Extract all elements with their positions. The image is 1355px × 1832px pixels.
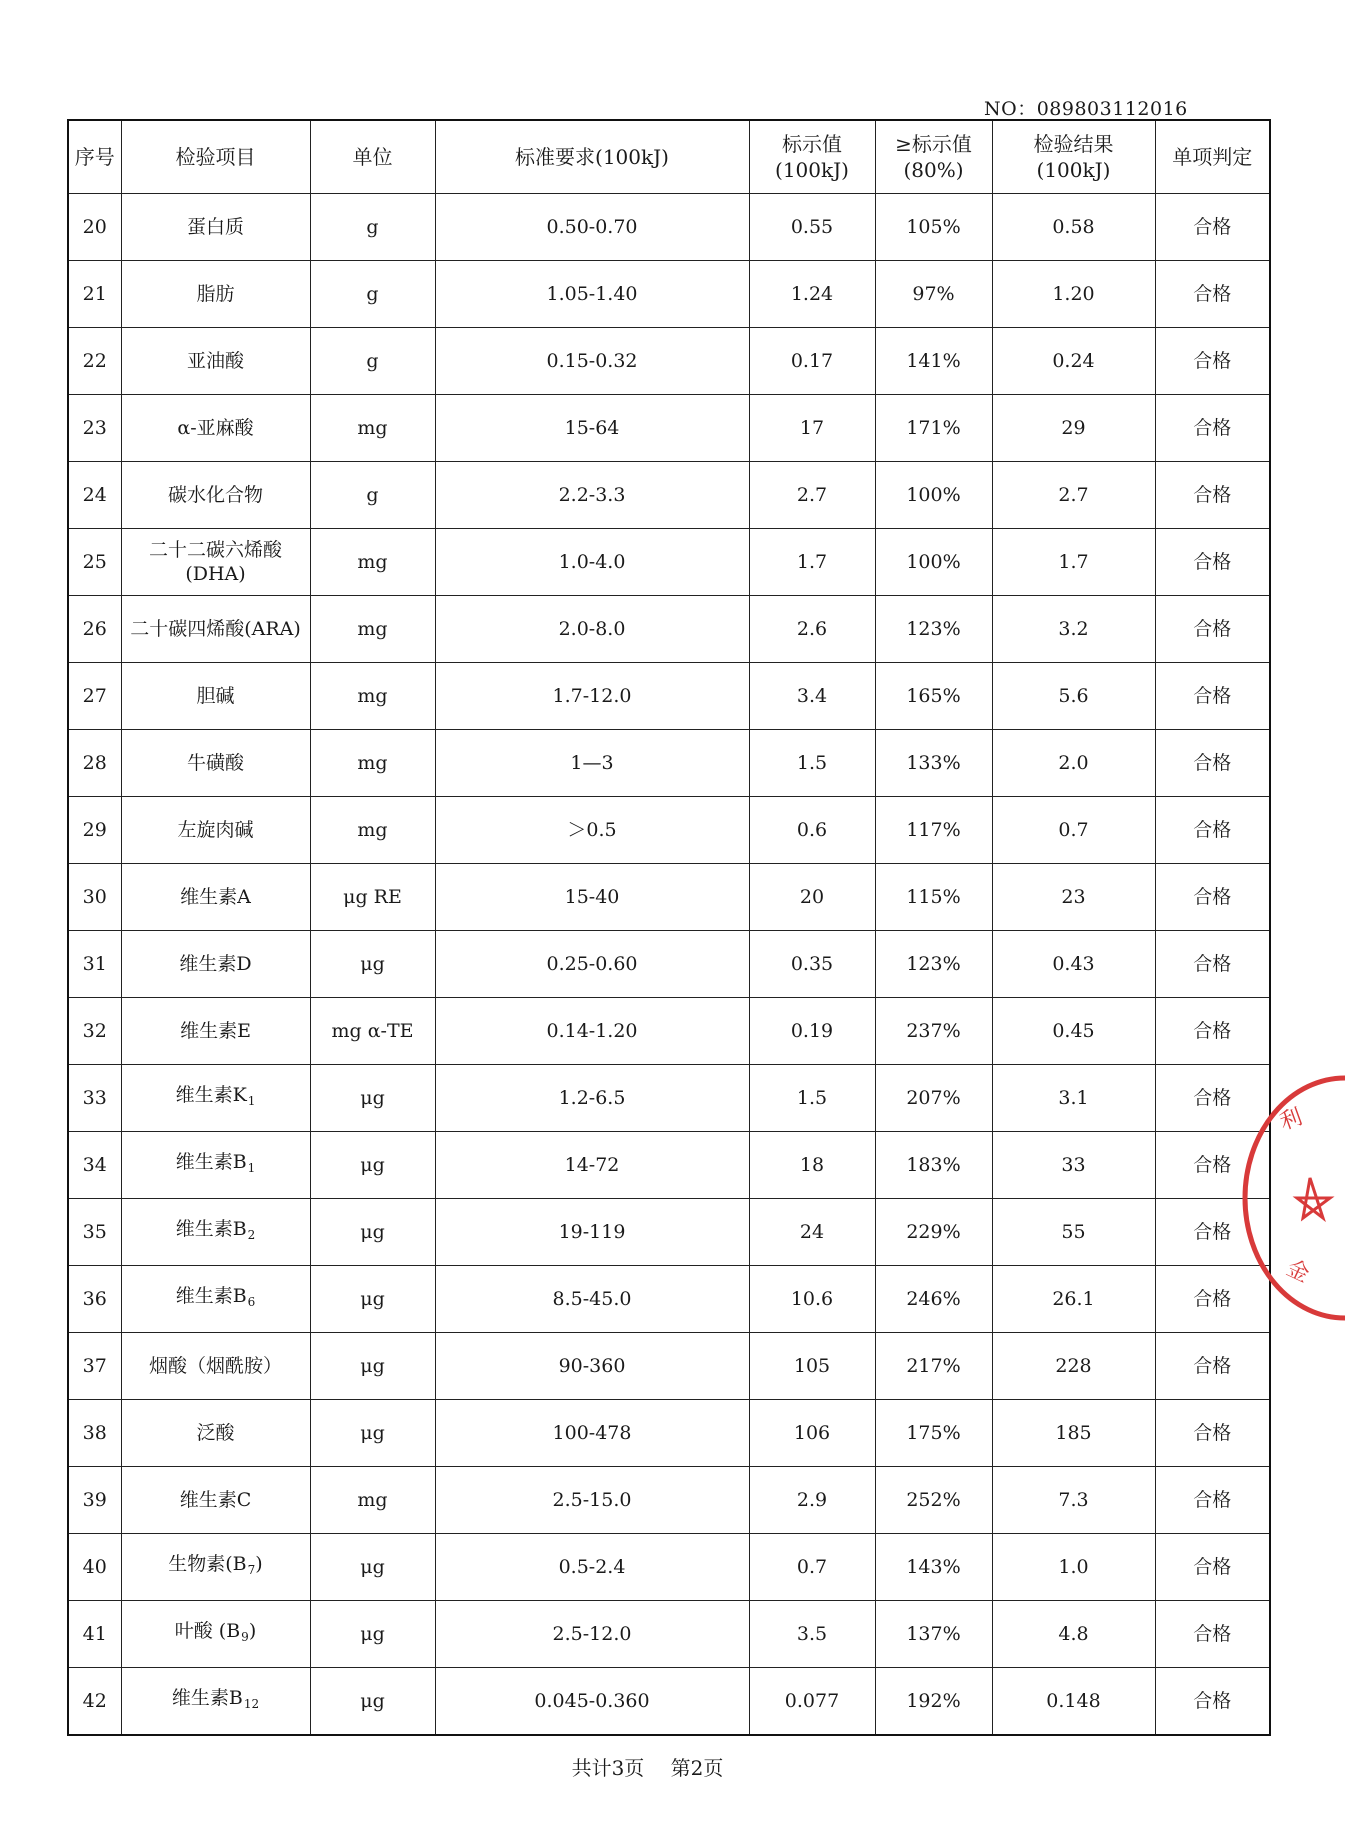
header-result-line2: (100kJ) bbox=[1036, 158, 1111, 182]
header-item: 检验项目 bbox=[121, 120, 310, 194]
cell-item bbox=[121, 328, 310, 395]
cell-labeled: 0.6 bbox=[749, 797, 875, 864]
table-row bbox=[68, 1065, 1270, 1132]
cell-standard: 90-360 bbox=[435, 1333, 749, 1400]
table-row bbox=[68, 864, 1270, 931]
cell-judgement: 合格 bbox=[1155, 328, 1270, 395]
cell-unit: mg α-TE bbox=[310, 998, 435, 1065]
cell-item bbox=[121, 730, 310, 797]
cell-result: 7.3 bbox=[992, 1467, 1155, 1534]
item-name-text: 亚油酸 bbox=[186, 350, 244, 372]
cell-result: 0.148 bbox=[992, 1668, 1155, 1736]
red-seal-stamp bbox=[1235, 1068, 1355, 1328]
cell-unit: mg bbox=[310, 797, 435, 864]
cell-item bbox=[121, 1266, 310, 1333]
item-name-text: 维生素B bbox=[175, 1218, 247, 1240]
cell-labeled: 0.55 bbox=[749, 194, 875, 261]
cell-labeled: 3.4 bbox=[749, 663, 875, 730]
table-row bbox=[68, 462, 1270, 529]
cell-unit: mg bbox=[310, 395, 435, 462]
cell-result: 29 bbox=[992, 395, 1155, 462]
cell-standard: 8.5-45.0 bbox=[435, 1266, 749, 1333]
cell-judgement: 合格 bbox=[1155, 194, 1270, 261]
cell-labeled: 0.077 bbox=[749, 1668, 875, 1736]
cell-result: 55 bbox=[992, 1199, 1155, 1266]
cell-pct: 133% bbox=[875, 730, 992, 797]
cell-result: 5.6 bbox=[992, 663, 1155, 730]
cell-seq: 31 bbox=[68, 931, 121, 998]
item-name-text: 维生素B bbox=[175, 1151, 247, 1173]
cell-judgement: 合格 bbox=[1155, 998, 1270, 1065]
table-row bbox=[68, 1467, 1270, 1534]
cell-standard: 1—3 bbox=[435, 730, 749, 797]
item-name-text: 生物素(B bbox=[168, 1553, 247, 1575]
cell-judgement: 合格 bbox=[1155, 1333, 1270, 1400]
cell-seq: 35 bbox=[68, 1199, 121, 1266]
cell-seq: 20 bbox=[68, 194, 121, 261]
cell-item bbox=[121, 998, 310, 1065]
cell-judgement: 合格 bbox=[1155, 730, 1270, 797]
table-row bbox=[68, 1400, 1270, 1467]
cell-seq: 41 bbox=[68, 1601, 121, 1668]
cell-unit: μg bbox=[310, 931, 435, 998]
cell-seq: 33 bbox=[68, 1065, 121, 1132]
cell-result: 3.2 bbox=[992, 596, 1155, 663]
item-name-text: 脂肪 bbox=[196, 283, 235, 305]
table-row bbox=[68, 998, 1270, 1065]
cell-item bbox=[121, 1601, 310, 1668]
cell-item bbox=[121, 1333, 310, 1400]
cell-unit: g bbox=[310, 328, 435, 395]
cell-standard: 0.25-0.60 bbox=[435, 931, 749, 998]
cell-standard: 100-478 bbox=[435, 1400, 749, 1467]
item-name-text: 泛酸 bbox=[196, 1422, 235, 1444]
item-name-line2: (DHA) bbox=[185, 563, 246, 585]
cell-item bbox=[121, 194, 310, 261]
cell-judgement: 合格 bbox=[1155, 797, 1270, 864]
cell-item bbox=[121, 864, 310, 931]
cell-result: 1.0 bbox=[992, 1534, 1155, 1601]
table-row bbox=[68, 931, 1270, 998]
item-subscript: 1 bbox=[247, 1094, 256, 1108]
header-judgement: 单项判定 bbox=[1155, 120, 1270, 194]
item-name-text: 叶酸 (B bbox=[174, 1620, 241, 1642]
cell-unit: g bbox=[310, 462, 435, 529]
cell-result: 2.7 bbox=[992, 462, 1155, 529]
cell-pct: 175% bbox=[875, 1400, 992, 1467]
table-row bbox=[68, 1132, 1270, 1199]
cell-labeled: 105 bbox=[749, 1333, 875, 1400]
cell-result: 4.8 bbox=[992, 1601, 1155, 1668]
cell-seq: 38 bbox=[68, 1400, 121, 1467]
cell-labeled: 2.7 bbox=[749, 462, 875, 529]
item-subscript: 12 bbox=[243, 1697, 260, 1711]
cell-standard: 0.15-0.32 bbox=[435, 328, 749, 395]
item-name-text: 胆碱 bbox=[196, 685, 235, 707]
cell-pct: 217% bbox=[875, 1333, 992, 1400]
cell-judgement: 合格 bbox=[1155, 596, 1270, 663]
cell-labeled: 1.7 bbox=[749, 529, 875, 596]
cell-labeled: 10.6 bbox=[749, 1266, 875, 1333]
cell-pct: 137% bbox=[875, 1601, 992, 1668]
table-row bbox=[68, 1668, 1270, 1736]
cell-pct: 237% bbox=[875, 998, 992, 1065]
table-row bbox=[68, 1601, 1270, 1668]
cell-seq: 36 bbox=[68, 1266, 121, 1333]
cell-pct: 123% bbox=[875, 596, 992, 663]
cell-standard: 19-119 bbox=[435, 1199, 749, 1266]
cell-judgement: 合格 bbox=[1155, 1266, 1270, 1333]
item-subscript: 7 bbox=[247, 1563, 256, 1577]
table-row bbox=[68, 194, 1270, 261]
item-name-text: 左旋肉碱 bbox=[177, 819, 254, 841]
cell-standard: 1.2-6.5 bbox=[435, 1065, 749, 1132]
cell-labeled: 1.5 bbox=[749, 1065, 875, 1132]
table-row bbox=[68, 529, 1270, 596]
cell-unit: μg bbox=[310, 1065, 435, 1132]
header-pct-line2: (80%) bbox=[903, 158, 964, 182]
cell-standard: 1.7-12.0 bbox=[435, 663, 749, 730]
inspection-table bbox=[67, 119, 1271, 1736]
cell-pct: 100% bbox=[875, 462, 992, 529]
cell-standard: 0.50-0.70 bbox=[435, 194, 749, 261]
item-name-text: α-亚麻酸 bbox=[177, 417, 254, 439]
cell-result: 26.1 bbox=[992, 1266, 1155, 1333]
cell-item bbox=[121, 797, 310, 864]
cell-item bbox=[121, 1132, 310, 1199]
table-header-row bbox=[68, 120, 1270, 194]
table-row bbox=[68, 730, 1270, 797]
cell-unit: μg bbox=[310, 1199, 435, 1266]
cell-standard: 1.0-4.0 bbox=[435, 529, 749, 596]
cell-seq: 26 bbox=[68, 596, 121, 663]
cell-pct: 183% bbox=[875, 1132, 992, 1199]
table-row bbox=[68, 663, 1270, 730]
cell-result: 0.7 bbox=[992, 797, 1155, 864]
cell-item bbox=[121, 1065, 310, 1132]
cell-pct: 141% bbox=[875, 328, 992, 395]
cell-labeled: 17 bbox=[749, 395, 875, 462]
cell-pct: 143% bbox=[875, 1534, 992, 1601]
cell-judgement: 合格 bbox=[1155, 1132, 1270, 1199]
cell-standard: 15-40 bbox=[435, 864, 749, 931]
footer-total-pages: 共计3页 bbox=[571, 1756, 645, 1780]
cell-standard: ＞0.5 bbox=[435, 797, 749, 864]
table-row bbox=[68, 1199, 1270, 1266]
table-row bbox=[68, 1333, 1270, 1400]
cell-item bbox=[121, 395, 310, 462]
item-name-text: 烟酸（烟酰胺） bbox=[148, 1355, 282, 1377]
cell-standard: 15-64 bbox=[435, 395, 749, 462]
page-footer bbox=[0, 1752, 1295, 1781]
cell-pct: 252% bbox=[875, 1467, 992, 1534]
cell-pct: 123% bbox=[875, 931, 992, 998]
cell-judgement: 合格 bbox=[1155, 864, 1270, 931]
cell-result: 23 bbox=[992, 864, 1155, 931]
cell-result: 0.43 bbox=[992, 931, 1155, 998]
cell-seq: 37 bbox=[68, 1333, 121, 1400]
cell-item bbox=[121, 1199, 310, 1266]
cell-unit: mg bbox=[310, 663, 435, 730]
cell-pct: 97% bbox=[875, 261, 992, 328]
table-row bbox=[68, 797, 1270, 864]
cell-item bbox=[121, 931, 310, 998]
item-subscript: 2 bbox=[247, 1228, 256, 1242]
item-name-text: 牛磺酸 bbox=[186, 752, 244, 774]
cell-item bbox=[121, 663, 310, 730]
header-labeled-value bbox=[749, 120, 875, 194]
cell-labeled: 20 bbox=[749, 864, 875, 931]
cell-judgement: 合格 bbox=[1155, 1467, 1270, 1534]
cell-pct: 207% bbox=[875, 1065, 992, 1132]
cell-seq: 42 bbox=[68, 1668, 121, 1736]
item-subscript: 1 bbox=[247, 1161, 256, 1175]
cell-judgement: 合格 bbox=[1155, 529, 1270, 596]
item-name-text: 维生素E bbox=[180, 1020, 251, 1042]
item-suffix: ) bbox=[248, 1620, 257, 1642]
cell-judgement: 合格 bbox=[1155, 1601, 1270, 1668]
cell-standard: 2.5-15.0 bbox=[435, 1467, 749, 1534]
cell-unit: μg bbox=[310, 1534, 435, 1601]
item-name-text: 维生素B bbox=[175, 1285, 247, 1307]
table-row bbox=[68, 1534, 1270, 1601]
cell-pct: 100% bbox=[875, 529, 992, 596]
cell-seq: 24 bbox=[68, 462, 121, 529]
cell-seq: 27 bbox=[68, 663, 121, 730]
header-labeled-line2: (100kJ) bbox=[775, 158, 849, 182]
item-name-text: 维生素C bbox=[179, 1489, 252, 1511]
header-pct-line1: ≥标示值 bbox=[895, 132, 972, 156]
cell-standard: 2.5-12.0 bbox=[435, 1601, 749, 1668]
cell-item bbox=[121, 596, 310, 663]
item-name-text: 二十二碳六烯酸 bbox=[148, 539, 282, 561]
cell-item bbox=[121, 529, 310, 596]
cell-item bbox=[121, 462, 310, 529]
cell-pct: 117% bbox=[875, 797, 992, 864]
cell-unit: g bbox=[310, 194, 435, 261]
cell-standard: 14-72 bbox=[435, 1132, 749, 1199]
cell-labeled: 24 bbox=[749, 1199, 875, 1266]
cell-unit: mg bbox=[310, 529, 435, 596]
item-name-text: 维生素K bbox=[175, 1084, 247, 1106]
cell-labeled: 18 bbox=[749, 1132, 875, 1199]
cell-labeled: 106 bbox=[749, 1400, 875, 1467]
item-name-text: 二十碳四烯酸(ARA) bbox=[130, 618, 301, 640]
cell-item bbox=[121, 1467, 310, 1534]
item-subscript: 6 bbox=[247, 1295, 256, 1309]
item-name-text: 维生素B bbox=[171, 1687, 243, 1709]
cell-seq: 22 bbox=[68, 328, 121, 395]
cell-unit: μg bbox=[310, 1132, 435, 1199]
header-standard: 标准要求(100kJ) bbox=[435, 120, 749, 194]
report-number: NO：089803112016 bbox=[984, 98, 1188, 120]
item-name-text: 碳水化合物 bbox=[167, 484, 263, 506]
cell-standard: 0.045-0.360 bbox=[435, 1668, 749, 1736]
cell-judgement: 合格 bbox=[1155, 462, 1270, 529]
cell-seq: 32 bbox=[68, 998, 121, 1065]
cell-labeled: 1.5 bbox=[749, 730, 875, 797]
cell-labeled: 3.5 bbox=[749, 1601, 875, 1668]
cell-judgement: 合格 bbox=[1155, 1065, 1270, 1132]
cell-seq: 40 bbox=[68, 1534, 121, 1601]
cell-judgement: 合格 bbox=[1155, 931, 1270, 998]
cell-seq: 30 bbox=[68, 864, 121, 931]
cell-pct: 165% bbox=[875, 663, 992, 730]
cell-pct: 105% bbox=[875, 194, 992, 261]
cell-result: 3.1 bbox=[992, 1065, 1155, 1132]
cell-item bbox=[121, 1400, 310, 1467]
cell-judgement: 合格 bbox=[1155, 1668, 1270, 1736]
item-suffix: ) bbox=[255, 1553, 263, 1575]
cell-unit: mg bbox=[310, 1467, 435, 1534]
cell-judgement: 合格 bbox=[1155, 1534, 1270, 1601]
cell-result: 228 bbox=[992, 1333, 1155, 1400]
cell-result: 0.45 bbox=[992, 998, 1155, 1065]
cell-labeled: 2.9 bbox=[749, 1467, 875, 1534]
cell-seq: 29 bbox=[68, 797, 121, 864]
header-unit: 单位 bbox=[310, 120, 435, 194]
table-row bbox=[68, 261, 1270, 328]
cell-pct: 229% bbox=[875, 1199, 992, 1266]
item-name-text: 蛋白质 bbox=[186, 216, 244, 238]
cell-result: 33 bbox=[992, 1132, 1155, 1199]
cell-item bbox=[121, 1668, 310, 1736]
cell-labeled: 0.7 bbox=[749, 1534, 875, 1601]
cell-result: 1.7 bbox=[992, 529, 1155, 596]
cell-unit: mg bbox=[310, 730, 435, 797]
item-name-text: 维生素D bbox=[179, 953, 252, 975]
cell-unit: g bbox=[310, 261, 435, 328]
cell-pct: 115% bbox=[875, 864, 992, 931]
cell-judgement: 合格 bbox=[1155, 1199, 1270, 1266]
cell-result: 0.24 bbox=[992, 328, 1155, 395]
cell-unit: μg bbox=[310, 1400, 435, 1467]
cell-seq: 23 bbox=[68, 395, 121, 462]
cell-unit: μg RE bbox=[310, 864, 435, 931]
cell-judgement: 合格 bbox=[1155, 1400, 1270, 1467]
cell-standard: 0.5-2.4 bbox=[435, 1534, 749, 1601]
cell-judgement: 合格 bbox=[1155, 261, 1270, 328]
table-row bbox=[68, 395, 1270, 462]
cell-result: 185 bbox=[992, 1400, 1155, 1467]
stamp-glyph-2: 金 bbox=[1282, 1255, 1313, 1288]
table-row bbox=[68, 1266, 1270, 1333]
cell-labeled: 0.35 bbox=[749, 931, 875, 998]
cell-pct: 192% bbox=[875, 1668, 992, 1736]
cell-labeled: 2.6 bbox=[749, 596, 875, 663]
cell-pct: 171% bbox=[875, 395, 992, 462]
cell-seq: 39 bbox=[68, 1467, 121, 1534]
cell-result: 0.58 bbox=[992, 194, 1155, 261]
cell-result: 1.20 bbox=[992, 261, 1155, 328]
cell-result: 2.0 bbox=[992, 730, 1155, 797]
cell-seq: 21 bbox=[68, 261, 121, 328]
header-seq: 序号 bbox=[68, 120, 121, 194]
cell-labeled: 1.24 bbox=[749, 261, 875, 328]
cell-judgement: 合格 bbox=[1155, 663, 1270, 730]
cell-unit: μg bbox=[310, 1266, 435, 1333]
cell-seq: 25 bbox=[68, 529, 121, 596]
stamp-glyph-1: 利 bbox=[1276, 1104, 1306, 1136]
cell-seq: 34 bbox=[68, 1132, 121, 1199]
cell-unit: μg bbox=[310, 1333, 435, 1400]
cell-standard: 2.2-3.3 bbox=[435, 462, 749, 529]
cell-item bbox=[121, 261, 310, 328]
cell-labeled: 0.17 bbox=[749, 328, 875, 395]
cell-judgement: 合格 bbox=[1155, 395, 1270, 462]
cell-standard: 2.0-8.0 bbox=[435, 596, 749, 663]
header-result-line1: 检验结果 bbox=[1033, 132, 1114, 156]
item-name-text: 维生素A bbox=[180, 886, 251, 908]
cell-unit: mg bbox=[310, 596, 435, 663]
cell-seq: 28 bbox=[68, 730, 121, 797]
cell-unit: μg bbox=[310, 1668, 435, 1736]
header-labeled-line1: 标示值 bbox=[782, 132, 842, 156]
header-result bbox=[992, 120, 1155, 194]
cell-pct: 246% bbox=[875, 1266, 992, 1333]
cell-standard: 1.05-1.40 bbox=[435, 261, 749, 328]
cell-item bbox=[121, 1534, 310, 1601]
cell-unit: μg bbox=[310, 1601, 435, 1668]
cell-standard: 0.14-1.20 bbox=[435, 998, 749, 1065]
cell-labeled: 0.19 bbox=[749, 998, 875, 1065]
header-percent bbox=[875, 120, 992, 194]
table-row bbox=[68, 596, 1270, 663]
item-subscript: 9 bbox=[241, 1630, 249, 1644]
footer-current-page: 第2页 bbox=[670, 1756, 724, 1780]
table-row bbox=[68, 328, 1270, 395]
